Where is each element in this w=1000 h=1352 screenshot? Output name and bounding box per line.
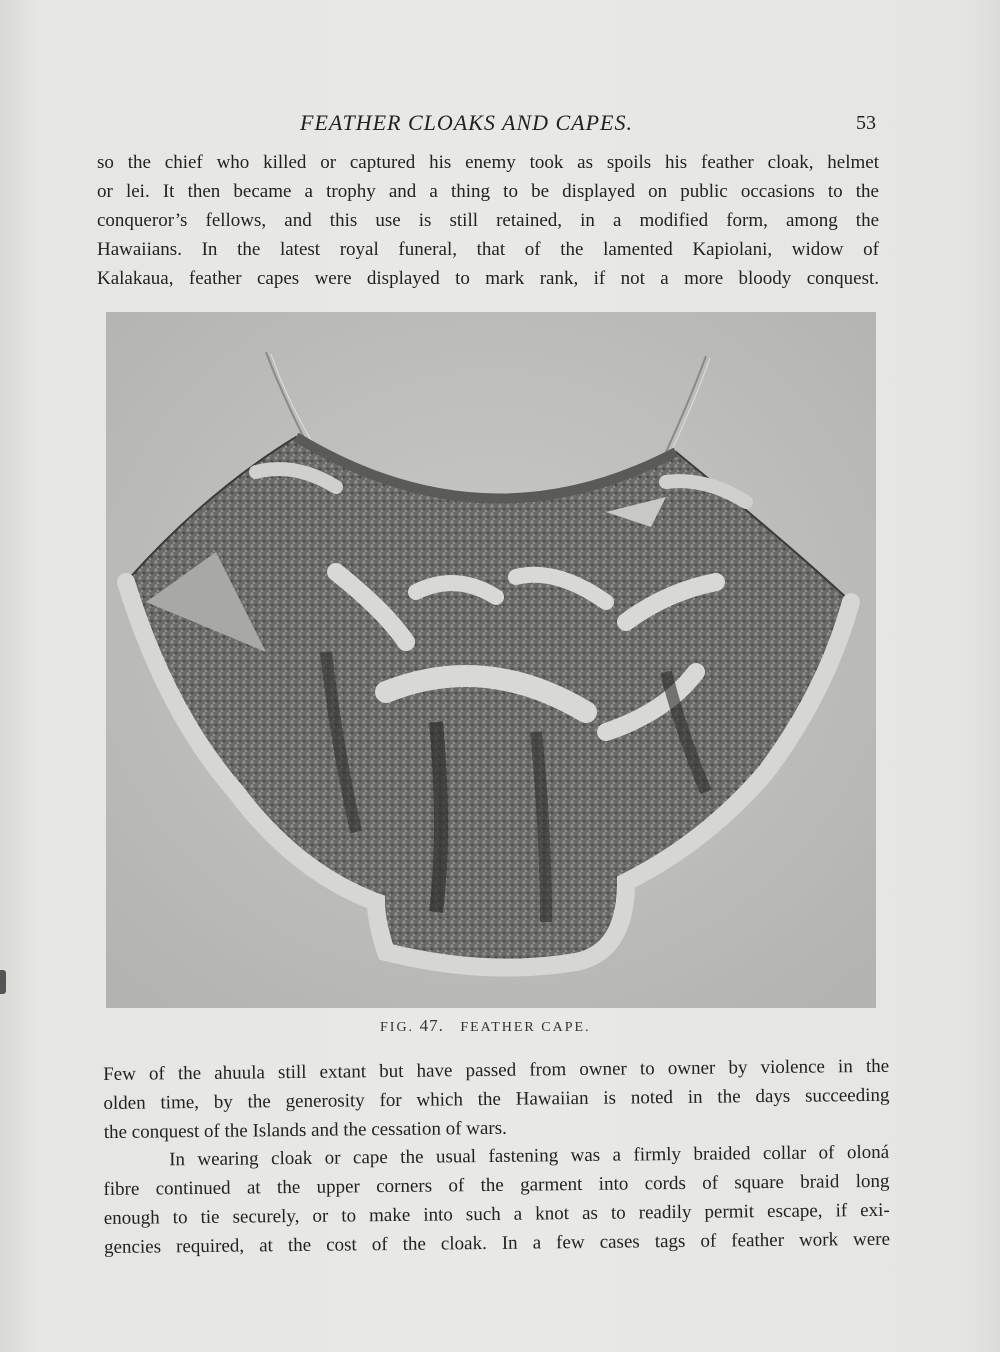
text-line: olden time, by the generosity for which the Hawaiian is noted in the days succeeding	[103, 1084, 890, 1114]
paragraph-3	[103, 1138, 890, 1262]
text-line: Few of the ahuula still extant but have passed from owner to owner by violence in the	[103, 1055, 890, 1085]
text-line: Hawaiians. In the latest royal funeral, that of the lamented Kapiolani, widow of	[97, 239, 879, 260]
text-line: or lei. It then became a trophy and a thing to be displayed on public occasions to the	[97, 181, 879, 202]
figure-title: FEATHER CAPE.	[460, 1020, 591, 1035]
figure-label: FIG.	[380, 1020, 415, 1035]
text-line: Kalakaua, feather capes were displayed to mark rank, if not a more bloody conquest.	[97, 268, 879, 289]
page-number: 53	[856, 112, 876, 134]
text-line: conqueror’s fellows, and this use is still retained, in a modified form, among the	[97, 210, 879, 231]
paragraph-1	[97, 148, 879, 293]
text-line: the conquest of the Islands and the cessation of wars.	[103, 1117, 507, 1143]
text-line: gencies required, at the cost of the cloak. In a few cases tags of feather work were	[103, 1228, 891, 1258]
binding-edge-mark	[0, 970, 6, 994]
paragraph-2	[103, 1052, 890, 1147]
text-line: so the chief who killed or captured his enemy took as spoils his feather cloak, helmet	[97, 152, 879, 173]
running-title: FEATHER CLOAKS AND CAPES.	[300, 110, 633, 135]
feather-cape-photograph	[106, 312, 876, 1008]
text-line: In wearing cloak or cape the usual fastening was a firmly braided collar of oloná	[169, 1141, 890, 1171]
text-line: fibre continued at the upper corners of the garment into cords of square braid long	[103, 1170, 890, 1200]
figure-number: 47.	[419, 1016, 444, 1035]
figure-caption	[380, 1016, 591, 1036]
text-line: enough to tie securely, or to make into such a knot as to readily permit escape, if exi-	[103, 1199, 890, 1229]
